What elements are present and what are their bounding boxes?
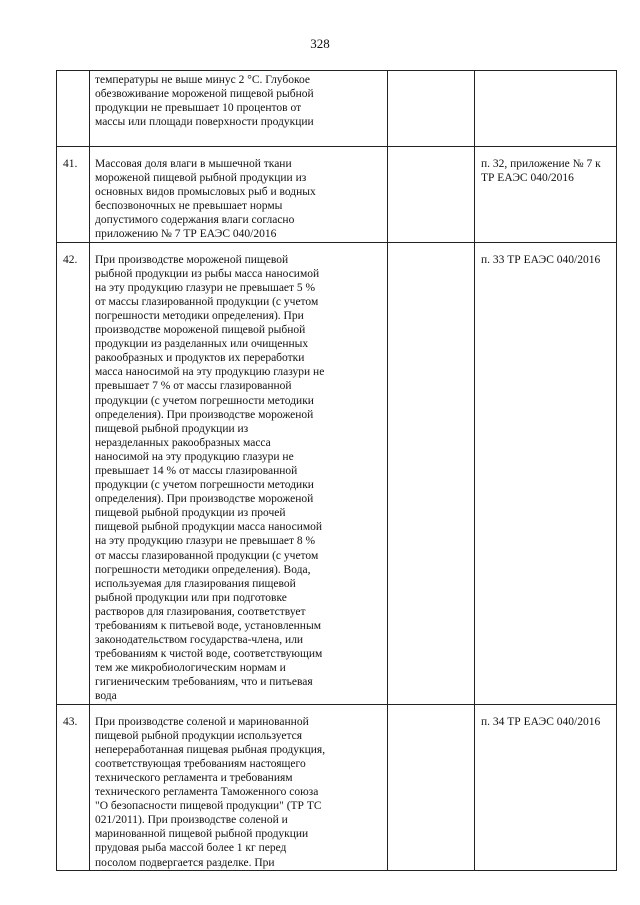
requirement-text-line: производстве мороженой пищевой рыбной [95, 324, 306, 337]
requirement-text-line: При производстве мороженой пищевой [95, 253, 289, 266]
requirement-text-line: "О безопасности пищевой продукции" (ТР ТС [95, 800, 322, 813]
requirement-text-line: массы или площади поверхности продукции [95, 116, 314, 129]
requirement-text-line: используемая для глазирования пищевой [95, 577, 296, 590]
regulation-reference: п. 34 ТР ЕАЭС 040/2016 [481, 715, 601, 728]
requirement-text-line: от массы глазированной продукции (с учетом [95, 549, 319, 562]
requirement-text-line: пищевой рыбной продукции используется [95, 729, 303, 742]
cell-empty [388, 147, 475, 243]
requirement-text-line: рыбной продукции или при подготовке [95, 591, 287, 604]
cell-requirement-text [90, 147, 388, 243]
requirement-text-line: продукции (с учетом погрешности методики [95, 479, 314, 492]
requirement-text-line: на эту продукцию глазури не превышает 8 % [95, 535, 316, 548]
requirement-text-line: превышает 14 % от массы глазированной [95, 464, 298, 477]
requirement-text-line: допустимого содержания влаги согласно [95, 214, 295, 227]
requirements-table-body [57, 71, 617, 871]
requirement-text-line: на эту продукцию глазури не превышает 5 % [95, 281, 316, 294]
cell-item-number [57, 242, 90, 704]
requirement-text-line: обезвоживание мороженой пищевой рыбной [95, 88, 314, 101]
requirement-text-line: наносимой на эту продукцию глазури не [95, 450, 294, 463]
requirement-text-line: превышает 7 % от массы глазированной [95, 380, 292, 393]
requirement-text-line: масса наносимой на эту продукцию глазури не [95, 366, 325, 379]
requirement-text-line: вода [95, 690, 117, 703]
cell-regulation-reference [475, 147, 617, 243]
requirement-text-line: определения). При производстве мороженой [95, 493, 314, 506]
cell-empty [388, 704, 475, 870]
requirement-text-line: погрешности методики определения). Вода, [95, 563, 311, 576]
regulation-reference: п. 32, приложение № 7 к ТР ЕАЭС 040/2016 [481, 158, 601, 185]
table-row [57, 704, 617, 870]
requirement-text [90, 71, 387, 129]
requirement-text [90, 705, 387, 870]
requirement-text-line: законодательством государства-члена, или [95, 634, 304, 647]
item-number: 41. [63, 158, 78, 170]
requirement-text-line: основных видов промысловых рыб и водных [95, 186, 316, 199]
item-number: 42. [63, 253, 78, 266]
requirement-text-line: технического регламента и требованиям [95, 771, 293, 784]
requirement-text-line: пищевой рыбной продукции из прочей [95, 507, 286, 520]
requirement-text-line: тем же микробиологическим нормам и [95, 662, 286, 675]
requirement-text [90, 147, 387, 242]
requirement-text-line: требованиям к чистой воде, соответствующим [95, 648, 323, 661]
regulation-reference: п. 33 ТР ЕАЭС 040/2016 [481, 253, 601, 266]
cell-requirement-text [90, 704, 388, 870]
cell-empty [388, 242, 475, 704]
requirement-text-line: мороженой пищевой рыбной продукции из [95, 172, 307, 185]
requirement-text-line: продукции (с учетом погрешности методики [95, 394, 314, 407]
cell-item-number [57, 71, 90, 147]
requirement-text-line: растворов для глазирования, соответствует [95, 605, 306, 618]
requirement-text-line: прудовая рыба массой более 1 кг перед [95, 842, 287, 855]
requirement-text-line: температуры не выше минус 2 °С. Глубокое [95, 74, 311, 86]
requirement-text-line: продукции не превышает 10 процентов от [95, 102, 302, 115]
item-number: 43. [63, 715, 78, 728]
requirement-text-line: неразделанных ракообразных масса [95, 436, 271, 449]
cell-requirement-text [90, 242, 388, 704]
cell-regulation-reference [475, 242, 617, 704]
requirement-text-line: беспозвоночных не превышает нормы [95, 200, 283, 213]
item-number [57, 71, 89, 81]
requirement-text-line: посолом подвергается разделке. При [95, 856, 275, 869]
page-number: 328 [310, 36, 330, 51]
requirement-text-line: погрешности методики определения). При [95, 309, 304, 322]
cell-item-number [57, 704, 90, 870]
regulation-reference [475, 71, 616, 81]
requirement-text-line: Массовая доля влаги в мышечной ткани [95, 158, 292, 170]
requirement-text-line: приложению № 7 ТР ЕАЭС 040/2016 [95, 228, 277, 241]
requirement-text-line: ракообразных и продуктов их переработки [95, 352, 305, 365]
cell-empty [388, 71, 475, 147]
table-row [57, 147, 617, 243]
table-row [57, 71, 617, 147]
cell-regulation-reference [475, 71, 617, 147]
requirement-text-line: гигиеническим требованиям, что и питьевая [95, 676, 313, 689]
requirement-text-line: непереработанная пищевая рыбная продукция, [95, 743, 326, 756]
requirement-text [90, 243, 387, 704]
requirement-text-line: пищевой рыбной продукции из [95, 422, 249, 435]
requirement-text-line: продукции из разделанных или очищенных [95, 338, 309, 351]
cell-regulation-reference [475, 704, 617, 870]
requirement-text-line: от массы глазированной продукции (с учетом [95, 295, 319, 308]
requirement-text-line: 021/2011). При производстве соленой и [95, 814, 288, 827]
requirement-text-line: соответствующая требованиям настоящего [95, 757, 306, 770]
requirement-text-line: маринованной пищевой рыбной продукции [95, 828, 309, 841]
requirements-table [56, 70, 617, 871]
requirement-text-line: пищевой рыбной продукции масса наносимой [95, 521, 323, 534]
requirement-text-line: рыбной продукции из рыбы масса наносимой [95, 267, 320, 280]
cell-item-number [57, 147, 90, 243]
cell-requirement-text [90, 71, 388, 147]
requirement-text-line: технического регламента Таможенного союза [95, 786, 319, 799]
requirement-text-line: определения). При производстве мороженой [95, 408, 314, 421]
requirement-text-line: требованиям к питьевой воде, установленным [95, 620, 321, 632]
table-row [57, 242, 617, 704]
requirement-text-line: При производстве соленой и маринованной [95, 715, 309, 728]
